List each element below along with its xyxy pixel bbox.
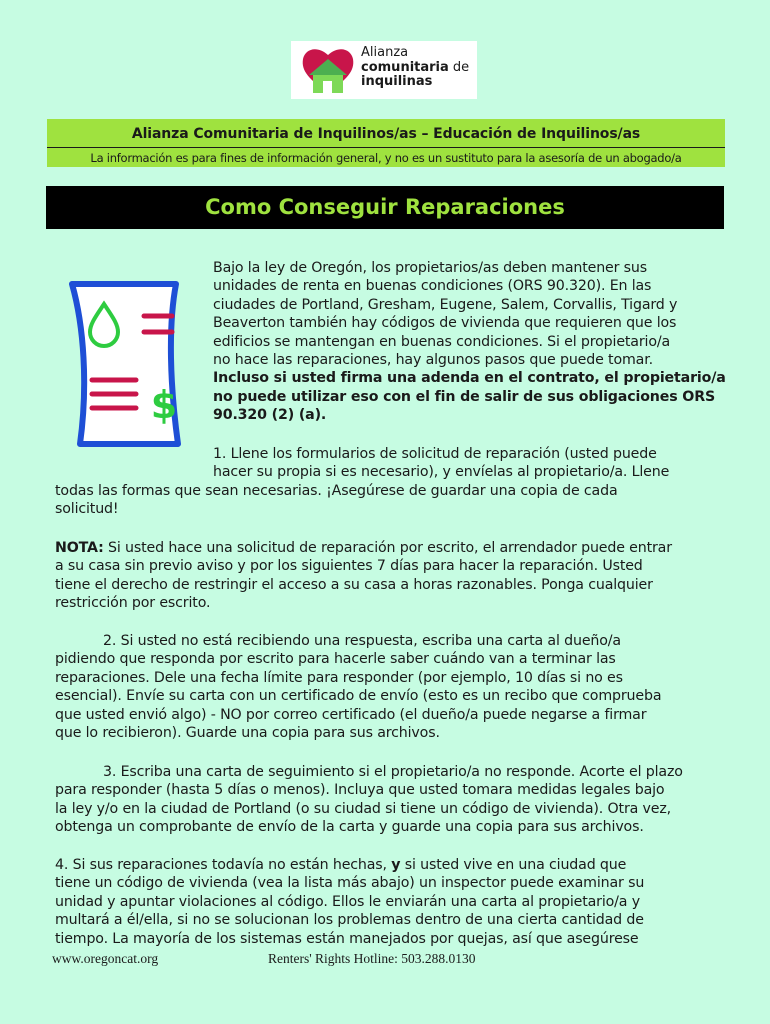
text-line: obtenga un comprobante de envío de la carta y guarde una copia para sus archivos.: [55, 819, 644, 836]
step-2-paragraph: [55, 632, 661, 742]
text-line: unidad y apuntar violaciones al código. Ellos le enviarán una carta al propietario/a y: [55, 893, 640, 910]
text-line: Bajo la ley de Oregón, los propietarios/as deben mantener sus: [213, 260, 647, 276]
text-line: todas las formas que sean necesarias. ¡Asegúrese de guardar una copia de cada: [55, 482, 618, 499]
footer-hotline: Renters' Rights Hotline: 503.288.0130: [268, 951, 476, 966]
text-line: que lo recibieron). Guarde una copia para sus archivos.: [55, 725, 440, 742]
text-line: restricción por escrito.: [55, 595, 211, 612]
banner-title: Alianza Comunitaria de Inquilinos/as – Educación de Inquilinos/as: [131, 126, 641, 142]
text-line: si usted vive en una ciudad que: [400, 857, 627, 873]
text-line: esencial). Envíe su carta con un certificado de envío (esto es un recibo que comprueba: [55, 688, 662, 705]
text-line: la ley y/o en la ciudad de Portland (o su ciudad si tiene un código de vivienda). Otra vez,: [55, 800, 672, 817]
logo-line-3: inquilinas: [361, 74, 433, 89]
text-line: solicitud!: [55, 501, 119, 518]
text-line: 4. Si sus reparaciones todavía no están hechas,: [55, 857, 392, 873]
text-line: reparaciones. Dele una fecha límite para responder (por ejemplo, 10 días si no es: [55, 669, 623, 686]
note-paragraph: [55, 539, 672, 613]
text-line: 3. Escriba una carta de seguimiento si el propietario/a no responde. Acorte el plazo: [103, 764, 683, 780]
banner-divider: [47, 147, 725, 148]
header-banner: [47, 119, 725, 167]
text-line: no hace las reparaciones, hay algunos pasos que puede tomar.: [213, 352, 653, 369]
text-line: pidiendo que responda por escrito para hacerle saber cuándo van a terminar las: [55, 651, 616, 668]
page-title: Como Conseguir Reparaciones: [205, 195, 565, 219]
logo-line-1: Alianza: [361, 45, 409, 60]
text-line: edificios se mantengan en buenas condiciones. Si el propietario/a: [213, 333, 671, 350]
text-line: tiene un código de vivienda (vea la lista más abajo) un inspector puede examinar su: [55, 875, 645, 892]
text-line-bold: no puede utilizar eso con el fin de salir de sus obligaciones ORS: [213, 388, 716, 405]
text-line: Beaverton también hay códigos de vivienda que requieren que los: [213, 315, 677, 332]
emphasis-y: y: [391, 857, 401, 873]
text-line: tiempo. La mayoría de los sistemas están manejados por quejas, así que asegúrese: [55, 930, 639, 947]
text-line: multará a él/ella, si no se solucionan los problemas dentro de una cierta cantidad de: [55, 912, 644, 929]
logo-line-2-rest: de: [448, 59, 470, 75]
step-3-paragraph: [55, 763, 683, 837]
text-line: hacer su propia si es necesario), y envíelas al propietario/a. Llene: [213, 464, 670, 481]
text-line: Si usted hace una solicitud de reparación por escrito, el arrendador puede entrar: [103, 540, 672, 556]
step-1-paragraph: [55, 445, 669, 519]
text-line: a su casa sin previo aviso y por los siguientes 7 días para hacer la reparación. Usted: [55, 558, 643, 575]
page-title-bar: [46, 186, 724, 229]
text-line: 1. Llene los formularios de solicitud de reparación (usted puede: [213, 446, 657, 462]
heart-house-logo-icon: [299, 45, 357, 97]
logo: [291, 41, 477, 99]
text-line: unidades de renta en buenas condiciones (ORS 90.320). En las: [213, 278, 652, 295]
step-4-paragraph: [55, 856, 644, 948]
banner-disclaimer: La información es para fines de información general, y no es un sustituto para la asesoría de un abogado/a: [90, 151, 682, 165]
text-line-bold: 90.320 (2) (a).: [213, 407, 327, 424]
logo-wordmark: [361, 46, 469, 90]
text-line: tiene el derecho de restringir el acceso a su casa a horas razonables. Ponga cualquier: [55, 576, 653, 593]
svg-text:$: $: [150, 383, 178, 427]
text-line: para responder (hasta 5 días o menos). Incluya que usted tomara medidas legales bajo: [55, 782, 665, 799]
text-line-bold: Incluso si usted firma una adenda en el contrato, el propietario/a: [213, 370, 726, 387]
footer-website[interactable]: www.oregoncat.org: [52, 951, 159, 966]
logo-line-2-bold: comunitaria: [361, 59, 449, 75]
repair-document-icon: [58, 276, 198, 452]
text-line: 2. Si usted no está recibiendo una respuesta, escriba una carta al dueño/a: [103, 633, 621, 649]
text-line: que usted envió algo) - NO por correo certificado (el dueño/a puede negarse a firmar: [55, 706, 647, 723]
note-label: NOTA:: [55, 540, 104, 556]
intro-paragraph: [213, 259, 726, 425]
text-line: ciudades de Portland, Gresham, Eugene, Salem, Corvallis, Tigard y: [213, 296, 678, 313]
